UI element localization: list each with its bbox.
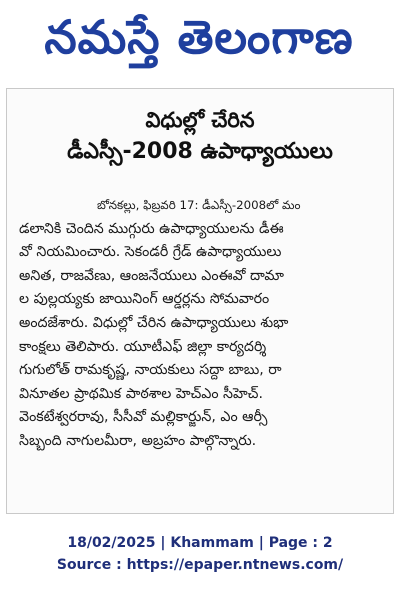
article-headline — [7, 89, 393, 169]
article-line: వినూతల ప్రాథమిక పాఠశాల హెచ్ఎం సీహెచ్. — [19, 385, 263, 402]
article-body — [19, 194, 381, 454]
article-line: వెంకటేశ్వరరావు, సీసీవో మల్లికార్జున్, ఎం ఆర్సీ — [19, 409, 268, 426]
article-line: డలానికి చెందిన ముగ్గురు ఉపాధ్యాయులను డీఈ — [19, 220, 284, 237]
article-line: ల పుల్లయ్యకు జాయినింగ్ ఆర్డర్లను సోమవారం — [19, 291, 270, 308]
article-line: వో నియమించారు. సెకండరీ గ్రేడ్ ఉపాధ్యాయులు — [19, 244, 282, 261]
article-line: సిబ్బంది నాగులమీరా, అబ్రహం పాల్గొన్నారు. — [19, 432, 257, 449]
edition-info: 18/02/2025 | Khammam | Page : 2 — [67, 535, 333, 551]
article-line: కాంక్షలు తెలిపారు. యూటీఎఫ్ జిల్లా కార్యదర్శి — [19, 338, 267, 355]
headline-line-1: విధుల్లో చేరిన — [145, 108, 255, 132]
article-line: అనిత, రాజవేణు, ఆంజనేయులు ఎంఈవో దామా — [19, 267, 284, 284]
article-line: అందజేశారు. విధుల్లో చేరిన ఉపాధ్యాయులు శుభా — [19, 314, 289, 331]
newspaper-masthead: నమస్తే తెలంగాణ — [44, 10, 354, 64]
headline-line-2: డీఎస్సీ-2008 ఉపాధ్యాయులు — [67, 139, 333, 164]
article-line: బోనకల్లు, ఫిబ్రవరి 17: డీఎస్సీ-2008లో మం — [97, 198, 301, 212]
source-link[interactable]: Source : https://epaper.ntnews.com/ — [56, 557, 344, 573]
news-clipping — [6, 88, 394, 514]
article-line: గుగులోత్ రామకృష్ణ, నాయకులు సద్దా బాబు, రా — [19, 362, 282, 379]
